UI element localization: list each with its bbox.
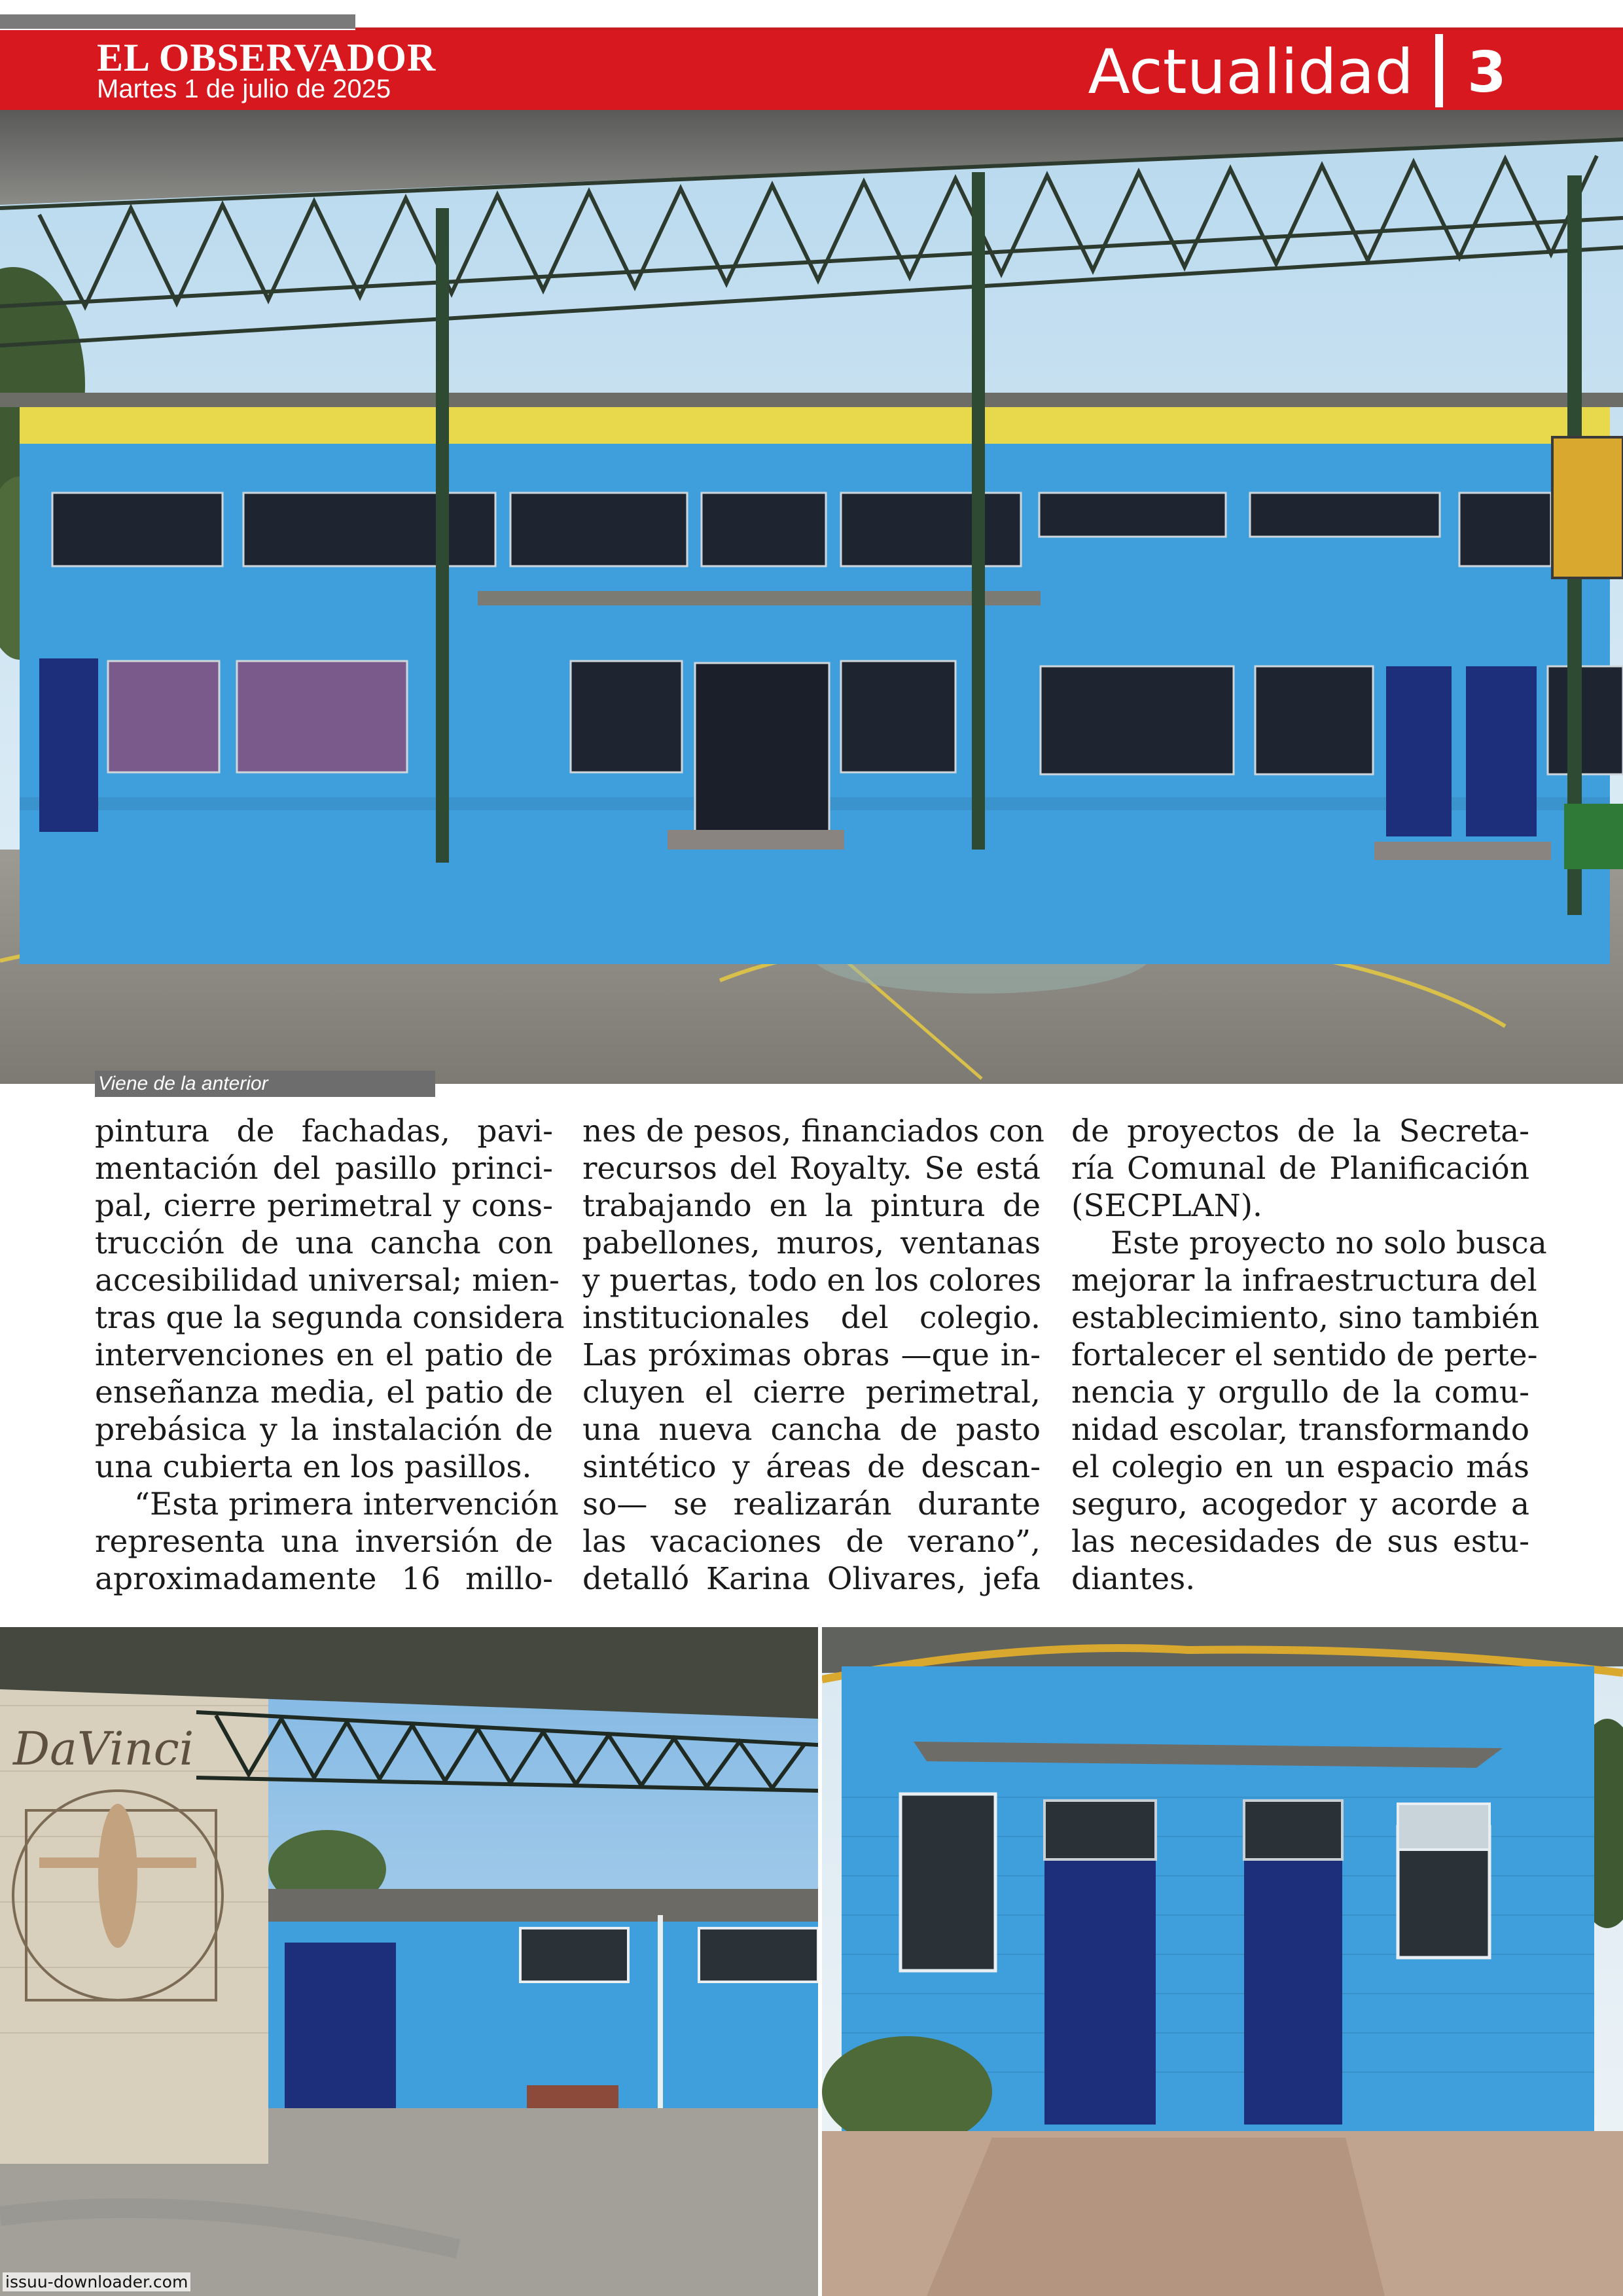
text-line: mentación del pasillo princi- xyxy=(95,1151,553,1187)
text-line: trabajando en la pintura de xyxy=(582,1188,1041,1224)
text-line: ría Comunal de Planificación xyxy=(1071,1151,1529,1187)
text-line: cluyen el cierre perimetral, xyxy=(582,1374,1041,1410)
blue-classroom-photo xyxy=(822,1627,1623,2296)
text-line: diantes. xyxy=(1071,1561,1196,1597)
text-line: aproximadamente 16 millo- xyxy=(95,1561,553,1597)
text-line: accesibilidad universal; mien- xyxy=(95,1263,560,1299)
text-line: las necesidades de sus estu- xyxy=(1071,1524,1529,1560)
article-column-1 xyxy=(95,1113,565,1598)
text-line: de proyectos de la Secreta- xyxy=(1071,1113,1529,1149)
text-line: Las próximas obras —que in- xyxy=(582,1337,1041,1373)
text-line: y puertas, todo en los colores xyxy=(582,1263,1042,1299)
text-line: institucionales del colegio. xyxy=(582,1300,1041,1336)
text-line: representa una inversión de xyxy=(95,1524,553,1560)
text-line: tras que la segunda considera xyxy=(95,1300,565,1336)
issue-date: Martes 1 de julio de 2025 xyxy=(97,75,391,103)
text-line: fortalecer el sentido de perte- xyxy=(1071,1337,1538,1373)
text-line: detalló Karina Olivares, jefa xyxy=(582,1561,1041,1597)
davinci-mural-building-photo xyxy=(0,1627,818,2296)
text-line: enseñanza media, el patio de xyxy=(95,1374,553,1410)
text-line: (SECPLAN). xyxy=(1071,1188,1262,1224)
text-line: trucción de una cancha con xyxy=(95,1225,553,1261)
text-line: nes de pesos, financiados con xyxy=(582,1113,1044,1149)
text-line: sintético y áreas de descan- xyxy=(582,1449,1041,1485)
page-number: 3 xyxy=(1467,40,1507,105)
header-gray-bar xyxy=(0,14,355,29)
text-line: prebásica y la instalación de xyxy=(95,1412,553,1448)
article-column-3 xyxy=(1071,1113,1547,1598)
text-line: pal, cierre perimetral y cons- xyxy=(95,1188,553,1224)
newspaper-name: EL OBSERVADOR xyxy=(97,36,437,79)
text-line: Este proyecto no solo busca xyxy=(1111,1225,1547,1261)
text-line: recursos del Royalty. Se está xyxy=(582,1151,1041,1187)
text-line: nencia y orgullo de la comu- xyxy=(1071,1374,1529,1410)
continued-label: Viene de la anterior xyxy=(98,1073,268,1094)
watermark-text: issuu-downloader.com xyxy=(3,2272,190,2291)
text-line: pabellones, muros, ventanas xyxy=(582,1225,1041,1261)
text-line: nidad escolar, transformando xyxy=(1071,1412,1529,1448)
text-line: pintura de fachadas, pavi- xyxy=(95,1113,553,1149)
text-line: una cubierta en los pasillos. xyxy=(95,1449,532,1485)
text-line: el colegio en un espacio más xyxy=(1071,1449,1529,1485)
text-line: establecimiento, sino también xyxy=(1071,1300,1540,1336)
text-line: seguro, acogedor y acorde a xyxy=(1071,1486,1529,1522)
text-line: mejorar la infraestructura del xyxy=(1071,1263,1537,1299)
text-line: “Esta primera intervención xyxy=(134,1486,559,1522)
article-column-2 xyxy=(582,1113,1044,1598)
school-building-photo xyxy=(0,110,1623,1084)
section-separator xyxy=(1435,34,1443,107)
text-line: una nueva cancha de pasto xyxy=(582,1412,1041,1448)
text-line: las vacaciones de verano”, xyxy=(582,1524,1041,1560)
mural-davinci-text: DaVinci xyxy=(13,1722,194,1776)
section-title: Actualidad xyxy=(1088,37,1414,108)
text-line: intervenciones en el patio de xyxy=(95,1337,553,1373)
text-line: so— se realizarán durante xyxy=(582,1486,1041,1522)
